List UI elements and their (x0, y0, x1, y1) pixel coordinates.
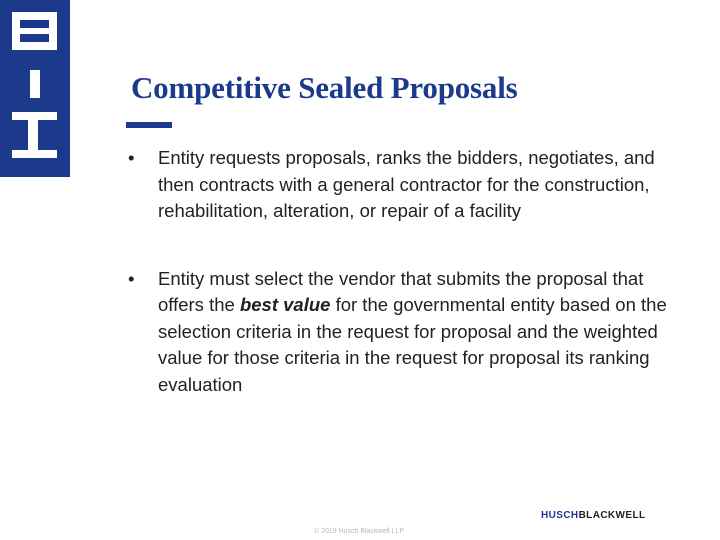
bullet-emphasis: best value (239, 294, 331, 315)
bullet-dot: • (128, 147, 135, 168)
bullet-text-after: for the governmental entity based on the selection criteria in the request for proposal and the weighted value for those criteria in the request for proposal its ranking evaluation (158, 294, 667, 395)
bullet-text-before: Entity must select the vendor that submits the proposal that offers the (158, 267, 644, 315)
bullet-item (128, 266, 688, 399)
bullet-list (128, 145, 688, 398)
title-underline (126, 122, 172, 128)
bullet-item (128, 145, 688, 225)
h-b-monogram-icon (0, 0, 70, 177)
logo-text-blackwell: BLACKWELL (578, 510, 646, 521)
husch-blackwell-logo (541, 510, 645, 521)
brand-logo-bar (0, 0, 70, 177)
bullet-dot: • (128, 267, 135, 289)
copyright-text: © 2019 Husch Blackwell LLP (314, 528, 404, 535)
bullet-text: Entity requests proposals, ranks the bidders, negotiates, and then contracts with a general contractor for the construction, rehabilitation, alteration, or repair of a facility (158, 147, 655, 221)
slide-title: Competitive Sealed Proposals (131, 70, 518, 105)
logo-text-husch: HUSCH (541, 510, 579, 521)
